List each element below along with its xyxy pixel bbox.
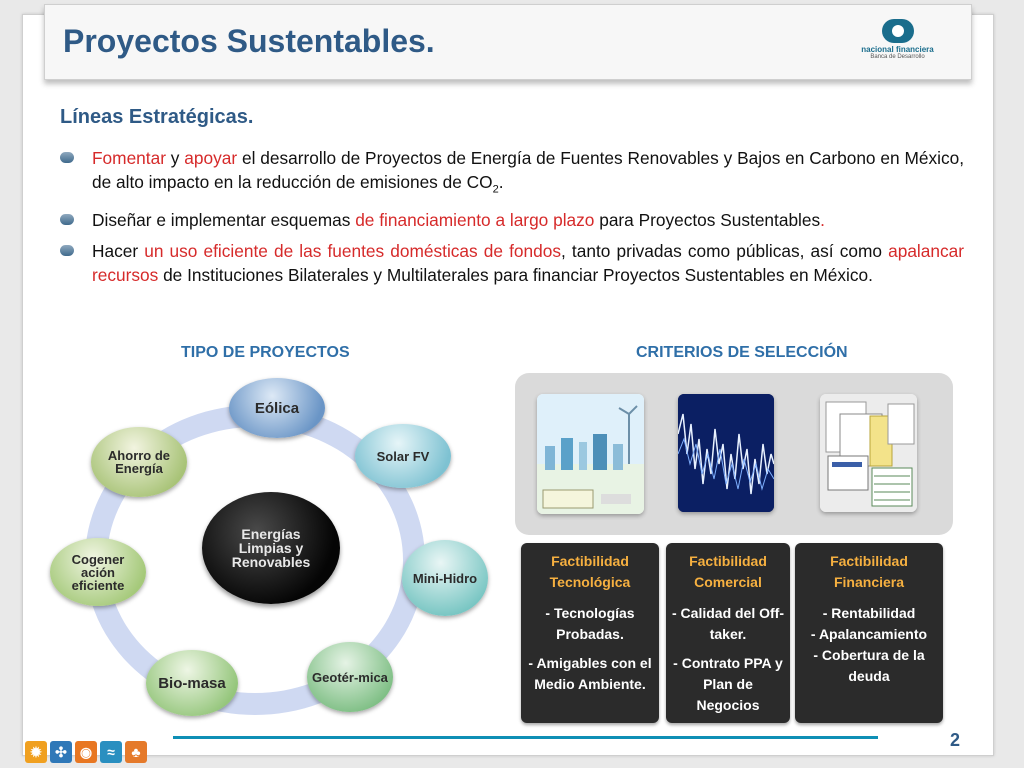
bullet-icon	[60, 245, 74, 256]
card-factibilidad-comercial	[666, 543, 790, 723]
page-number: 2	[950, 730, 961, 750]
bullet-text: el desarrollo de Proyectos de Energía de Fuentes Renovables y Bajos en Carbono en México, de alto impacto en la reducción de emisiones de CO	[92, 148, 964, 192]
bullet-text-highlight: Fomentar	[92, 148, 166, 168]
card-factibilidad-tecnologica	[521, 543, 659, 723]
node-label: Bio-masa	[158, 674, 226, 692]
bullet-text: Diseñar e implementar esquemas	[92, 210, 356, 231]
criterios-heading: CRITERIOS DE SELECCIÓN	[636, 344, 848, 361]
bullet-text: Hacer	[92, 241, 145, 262]
node-label: Solar FV	[376, 448, 430, 464]
node-label: Cogener ación eficiente	[71, 551, 125, 593]
wind-turbine-icon: ✣	[50, 741, 72, 763]
wave-icon: ≈	[100, 741, 122, 763]
node-geotermica	[307, 642, 393, 712]
bullet-text-highlight: un uso eficiente de las fuentes domésticas de fondos	[144, 241, 562, 262]
card-title: Factibilidad Financiera	[830, 553, 908, 590]
subscript: 2	[492, 183, 499, 196]
logo-subtitle: Banca de Desarrollo	[870, 54, 925, 60]
bullet-text: .	[498, 172, 504, 192]
bullet-icon	[60, 152, 74, 163]
footer-line	[173, 736, 878, 739]
bullet-list	[60, 146, 964, 294]
page-title: Proyectos Sustentables.	[63, 23, 435, 59]
card-item: - Contrato PPA y Plan de Negocios	[673, 655, 783, 713]
section-subtitle: Líneas Estratégicas.	[60, 106, 254, 128]
footer-icon-strip	[25, 741, 147, 763]
bullet-item	[60, 239, 964, 287]
nafin-logo	[850, 19, 945, 60]
card-item: - Amigables con el Medio Ambiente.	[528, 655, 652, 692]
bullet-text-highlight: .	[820, 210, 825, 231]
card-item: - Rentabilidad	[822, 605, 916, 621]
card-item: - Cobertura de la deuda	[813, 647, 925, 684]
bullet-text-highlight: de financiamiento a largo plazo	[355, 210, 595, 231]
bullet-text: , tanto privadas como públicas, así como	[561, 241, 889, 262]
bullet-icon	[60, 214, 74, 225]
bullet-text-highlight: apoyar	[184, 148, 238, 168]
cycle-center	[202, 492, 340, 604]
node-solar	[355, 424, 451, 488]
logo-icon	[882, 19, 914, 43]
node-label: Eólica	[254, 399, 300, 417]
bullet-item	[60, 146, 964, 201]
node-cogeneracion	[50, 538, 146, 606]
flame-icon: ◉	[75, 741, 97, 763]
bullet-text: de Instituciones Bilaterales y Multilaterales para financiar Proyectos Sustentables en México.	[158, 265, 873, 286]
cycle-center-label: Energías Limpias y Renovables	[231, 526, 311, 570]
card-title: Factibilidad Comercial	[689, 553, 767, 590]
logo-name: nacional financiera	[861, 45, 934, 54]
energy-plant-image	[537, 394, 644, 514]
card-factibilidad-financiera	[795, 543, 943, 723]
leaf-icon: ♣	[125, 741, 147, 763]
tipo-heading: TIPO DE PROYECTOS	[181, 344, 350, 361]
card-title: Factibilidad Tecnológica	[549, 553, 631, 590]
node-ahorro	[91, 427, 187, 497]
node-label: Mini-Hidro	[412, 570, 478, 586]
node-label: Geotér-mica	[312, 669, 388, 685]
financial-documents-image	[820, 394, 917, 512]
bullet-text: para Proyectos Sustentables	[594, 210, 821, 231]
card-item: - Tecnologías Probadas.	[545, 605, 635, 642]
market-chart-image	[678, 394, 774, 512]
slide-header	[44, 4, 972, 80]
node-eolica	[229, 378, 325, 438]
bullet-item	[60, 208, 964, 232]
card-item: - Apalancamiento	[810, 626, 928, 642]
bullet-text-highlight: apalancar recursos	[92, 241, 964, 286]
node-label: Ahorro de Energía	[107, 448, 171, 476]
node-mini-hidro	[402, 540, 488, 616]
node-biomasa	[146, 650, 238, 716]
sun-icon: ✹	[25, 741, 47, 763]
bullet-text: y	[165, 148, 185, 168]
card-item: - Calidad del Off-taker.	[672, 605, 784, 642]
